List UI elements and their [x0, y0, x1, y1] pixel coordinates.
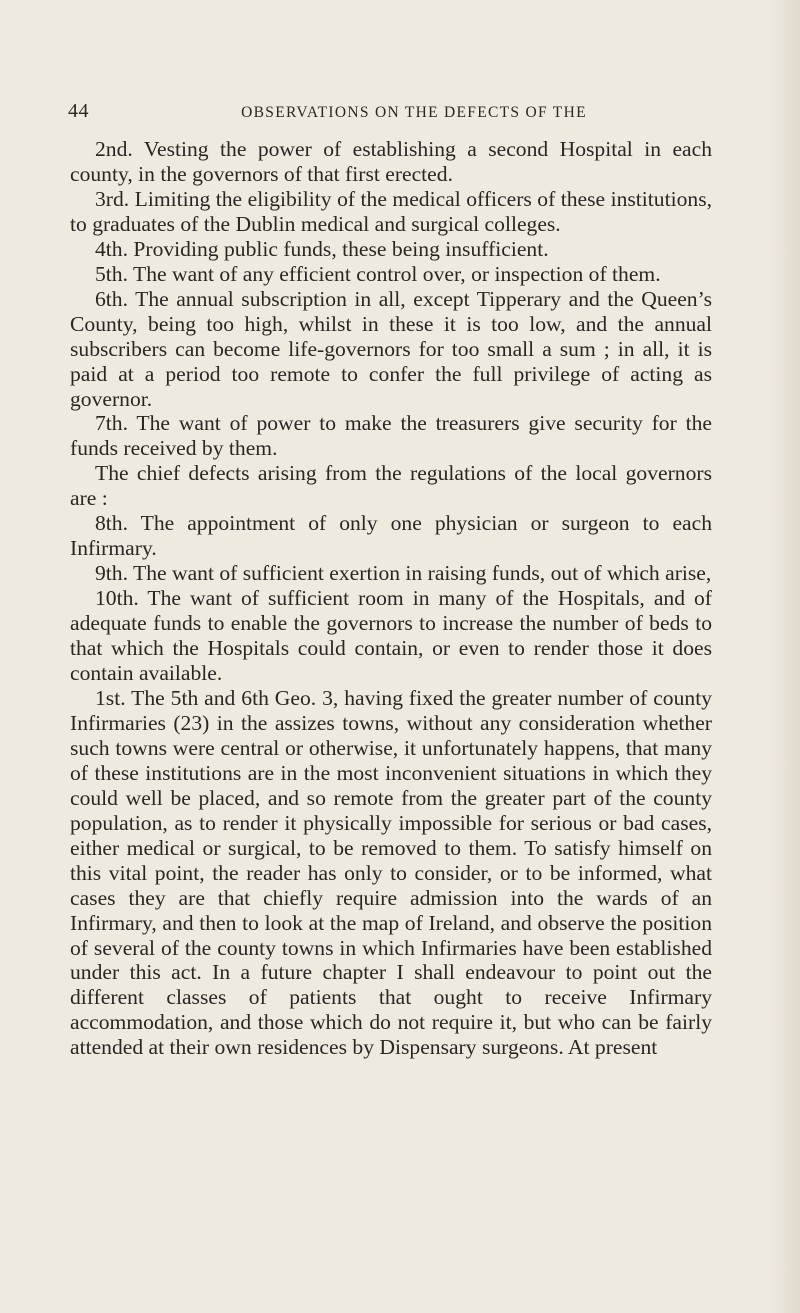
running-head: OBSERVATIONS ON THE DEFECTS OF THE: [241, 104, 587, 121]
paragraph-1st-discussion: 1st. The 5th and 6th Geo. 3, having fixed the greater number of county Infirmaries (23) in the assizes towns, without any consideration whether such towns were central or otherwise, it unfortunately happens, that many of these institutions are in the most inconvenient situations in which they could well be placed, and so remote from the greater part of the county population, as to render it physically impossible for serious or bad cases, either medical or surgical, to be removed to them. To satisfy himself on this vital point, the reader has only to consider, or to be informed, what cases they are that chiefly require admission into the wards of an Infirmary, and then to look at the map of Ireland, and observe the position of several of the county towns in which Infirmaries have been established under this act. In a future chapter I shall endeavour to point out the different classes of patients that ought to receive Infirmary accommodation, and those which do not require it, but who can be fairly attended at their own residences by Dispensary surgeons. At present: [70, 685, 712, 1060]
paragraph-8th: 8th. The appointment of only one physician or surgeon to each Infirmary.: [70, 511, 712, 561]
body-text: [70, 137, 712, 1060]
page-edge-shadow: [770, 0, 800, 1313]
page-header: [68, 100, 688, 130]
paragraph-4th: 4th. Providing public funds, these being insufficient.: [95, 236, 549, 261]
paragraph-5th: 5th. The want of any efficient control over, or inspection of them.: [95, 261, 661, 286]
paragraph-10th: 10th. The want of sufficient room in many of the Hospitals, and of adequate funds to enable the governors to increase the number of beds to that which the Hospitals could contain, or even to render those it does contain available.: [70, 586, 712, 686]
paragraph-3rd: 3rd. Limiting the eligibility of the medical officers of these institutions, to graduates of the Dublin medical and surgical colleges.: [70, 186, 712, 236]
paragraph-7th: 7th. The want of power to make the treasurers give security for the funds received by them.: [70, 411, 712, 461]
paragraph-2nd: 2nd. Vesting the power of establishing a second Hospital in each county, in the governors of that first erected.: [70, 137, 712, 186]
paragraph-local-governors-intro: The chief defects arising from the regulations of the local governors are :: [70, 461, 712, 511]
paragraph-9th: 9th. The want of sufficient exertion in raising funds, out of which arise,: [95, 561, 712, 586]
page-number: 44: [68, 100, 89, 122]
paragraph-6th: 6th. The annual subscription in all, except Tipperary and the Queen’s County, being too high, whilst in these it is too low, and the annual subscribers can become life-governors for too small a sum ; in all, it is paid at a period too remote to confer the full privilege of acting as governor.: [70, 286, 712, 411]
